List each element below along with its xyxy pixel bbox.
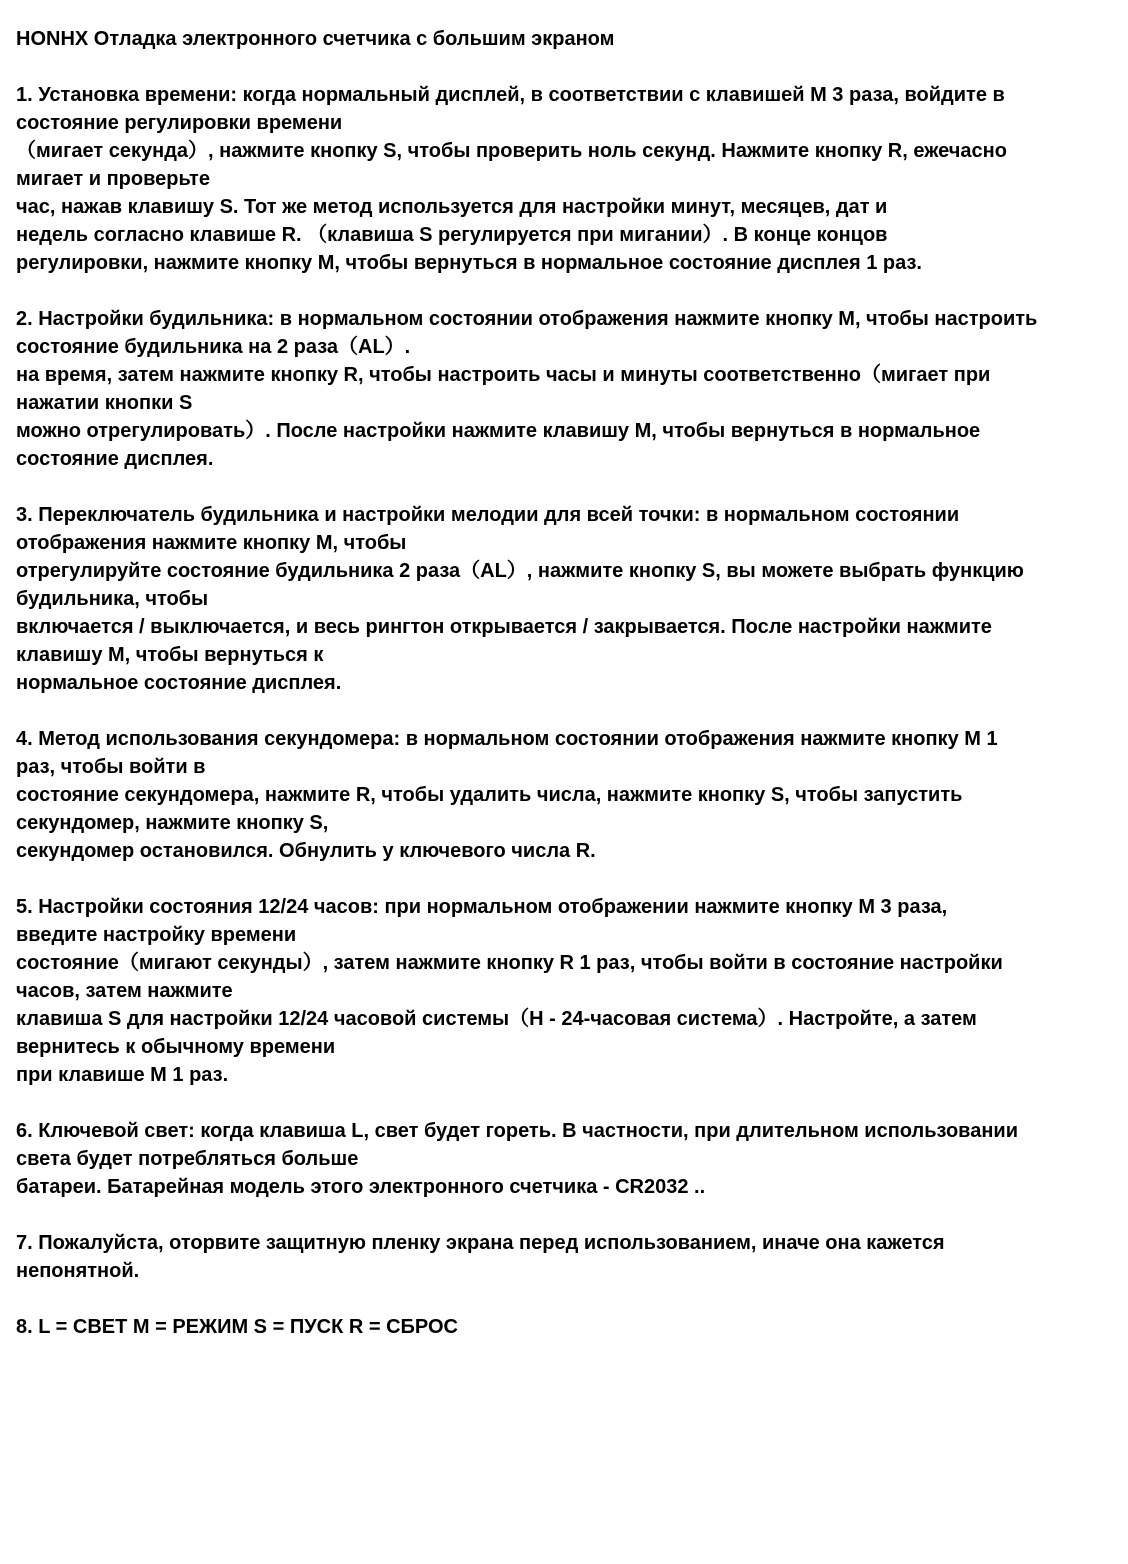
section-time-setting (16, 81, 1128, 277)
text-line: отрегулируйте состояние будильника 2 раза（AL）, нажмите кнопку S, вы можете выбрать функцию (16, 560, 1024, 582)
section-12-24-hour (16, 893, 1128, 1089)
document-page (16, 25, 1128, 1369)
text-line: раз, чтобы войти в (16, 756, 206, 778)
section-alarm-settings (16, 305, 1128, 473)
text-line: состояние（мигают секунды）, затем нажмите кнопку R 1 раз, чтобы войти в состояние настройки (16, 952, 1003, 974)
text-line: на время, затем нажмите кнопку R, чтобы настроить часы и минуты соответственно（мигает при (16, 364, 991, 386)
text-line: клавишу M, чтобы вернуться к (16, 644, 324, 666)
text-line: батареи. Батарейная модель этого электронного счетчика - CR2032 .. (16, 1176, 706, 1198)
text-line: 5. Настройки состояния 12/24 часов: при нормальном отображении нажмите кнопку M 3 раза, (16, 896, 948, 918)
text-line: 8. L = СВЕТ M = РЕЖИМ S = ПУСК R = СБРОС (16, 1316, 458, 1338)
text-line: состояние дисплея. (16, 448, 214, 470)
text-line: непонятной. (16, 1260, 140, 1282)
section-stopwatch (16, 725, 1128, 865)
text-line: （мигает секунда）, нажмите кнопку S, чтобы проверить ноль секунд. Нажмите кнопку R, ежечасно (16, 140, 1007, 162)
text-line: 1. Установка времени: когда нормальный дисплей, в соответствии с клавишей M 3 раза, войдите в (16, 84, 1005, 106)
text-line: при клавише M 1 раз. (16, 1064, 229, 1086)
text-line: состояние секундомера, нажмите R, чтобы удалить числа, нажмите кнопку S, чтобы запустить (16, 784, 963, 806)
text-line: введите настройку времени (16, 924, 297, 946)
text-line: 4. Метод использования секундомера: в нормальном состоянии отображения нажмите кнопку M 1 (16, 728, 998, 750)
section-protective-film (16, 1229, 1128, 1285)
text-line: 6. Ключевой свет: когда клавиша L, свет будет гореть. В частности, при длительном использовании (16, 1120, 1018, 1142)
section-key-light (16, 1117, 1128, 1201)
text-line: час, нажав клавишу S. Тот же метод используется для настройки минут, месяцев, дат и (16, 196, 888, 218)
text-line: состояние регулировки времени (16, 112, 343, 134)
text-line: 7. Пожалуйста, оторвите защитную пленку экрана перед использованием, иначе она кажется (16, 1232, 945, 1254)
text-line: включается / выключается, и весь рингтон открывается / закрывается. После настройки нажмите (16, 616, 992, 638)
text-line: часов, затем нажмите (16, 980, 233, 1002)
text-line: будильника, чтобы (16, 588, 209, 610)
text-line: вернитесь к обычному времени (16, 1036, 336, 1058)
text-line: клавиша S для настройки 12/24 часовой системы（H - 24-часовая система）. Настройте, а затем (16, 1008, 977, 1030)
text-line: отображения нажмите кнопку M, чтобы (16, 532, 407, 554)
text-line: 2. Настройки будильника: в нормальном состоянии отображения нажмите кнопку M, чтобы настроить (16, 308, 1038, 330)
section-alarm-switch (16, 501, 1128, 697)
text-line: регулировки, нажмите кнопку M, чтобы вернуться в нормальное состояние дисплея 1 раз. (16, 252, 922, 274)
text-line: недель согласно клавише R. （клавиша S регулируется при мигании）. В конце концов (16, 224, 888, 246)
text-line: мигает и проверьте (16, 168, 210, 190)
text-line: секундомер, нажмите кнопку S, (16, 812, 329, 834)
text-line: света будет потребляться больше (16, 1148, 359, 1170)
text-line: секундомер остановился. Обнулить у ключевого числа R. (16, 840, 596, 862)
text-line: нормальное состояние дисплея. (16, 672, 342, 694)
document-title: HONHX Отладка электронного счетчика с большим экраном (16, 28, 615, 50)
section-key-legend (16, 1313, 1128, 1341)
text-line: 3. Переключатель будильника и настройки мелодии для всей точки: в нормальном состоянии (16, 504, 960, 526)
text-line: состояние будильника на 2 раза（AL）. (16, 336, 411, 358)
text-line: нажатии кнопки S (16, 392, 193, 414)
text-line: можно отрегулировать）. После настройки нажмите клавишу M, чтобы вернуться в нормальное (16, 420, 981, 442)
